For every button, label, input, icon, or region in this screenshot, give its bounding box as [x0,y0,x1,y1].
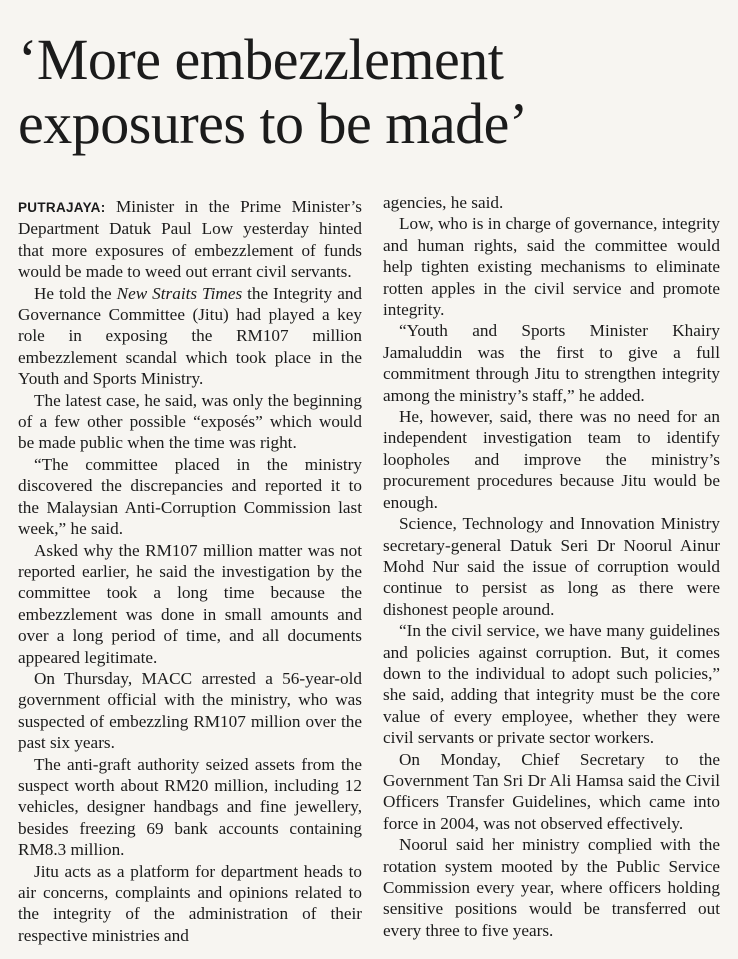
right-column [383,192,720,941]
paragraph: Asked why the RM107 million matter was not reported earlier, he said the investigation by the committee took a long time because the embezzlement was done in small amounts and over a long period of time, and all documents appeared legitimate. [18,540,362,667]
paragraph: Jitu acts as a platform for department heads to air concerns, complaints and opinions related to the integrity of the administration of their respective ministries and [18,861,362,945]
headline [18,28,728,156]
paragraph: “Youth and Sports Minister Khairy Jamaluddin was the first to give a full commitment through Jitu to strengthen integrity among the ministry’s staff,” he added. [383,321,720,405]
dateline: PUTRAJAYA: [18,200,106,215]
paragraph: The anti-graft authority seized assets from the suspect worth about RM20 million, including 12 vehicles, designer handbags and fine jewellery, besides freezing 69 bank accounts containing RM8.3 million. [18,754,362,860]
paragraph-text: the Integrity and Governance Committee (Jitu) had played a key role in exposing the RM107 million embezzlement scandal which took place in the Youth and Sports Ministry. [18,283,363,389]
publication-name: New Straits Times [116,283,243,303]
paragraph-text: Minister in the Prime Minister’s Department Datuk Paul Low yesterday hinted that more exposures of embezzlement of funds would be made to weed out errant civil servants. [18,197,362,282]
paragraph: On Monday, Chief Secretary to the Government Tan Sri Dr Ali Hamsa said the Civil Officers Transfer Guidelines, which came into force in 2004, was not observed effectively. [383,749,720,833]
paragraph-text: He told the [34,283,117,303]
paragraph: Science, Technology and Innovation Ministry secretary-general Datuk Seri Dr Noorul Ainur Mohd Nur said the issue of corruption would continue to persist as long as there were dishonest people around. [383,514,720,619]
paragraph: The latest case, he said, was only the beginning of a few other possible “exposés” which would be made public when the time was right. [18,390,362,453]
headline-line-2: exposures to be made’ [18,91,528,156]
paragraph: agencies, he said. [383,193,504,212]
paragraph: “In the civil service, we have many guidelines and policies against corruption. But, it comes down to the individual to adopt such policies,” she said, adding that integrity must be the core value of every employee, whether they were civil servants or private sector workers. [383,621,720,748]
paragraph: On Thursday, MACC arrested a 56-year-old government official with the ministry, who was suspected of embezzling RM107 million over the past six years. [18,668,362,753]
paragraph: “The committee placed in the ministry discovered the discrepancies and reported it to the Malaysian Anti-Corruption Commission last week,” he said. [18,454,362,539]
paragraph: He, however, said, there was no need for an independent investigation team to identify loopholes and improve the ministry’s procurement procedures because Jitu would be enough. [383,407,720,512]
paragraph: Noorul said her ministry complied with the rotation system mooted by the Public Service Commission every year, where officers holding sensitive positions would be transferred out every three to five years. [383,835,720,940]
paragraph [18,283,362,390]
headline-line-1: ‘More embezzlement [18,27,504,92]
paragraph: Low, who is in charge of governance, integrity and human rights, said the committee would help tighten existing mechanisms to eliminate rotten apples in the civil service and promote integrity. [383,214,720,320]
paragraph [18,196,362,283]
left-column [18,196,362,946]
